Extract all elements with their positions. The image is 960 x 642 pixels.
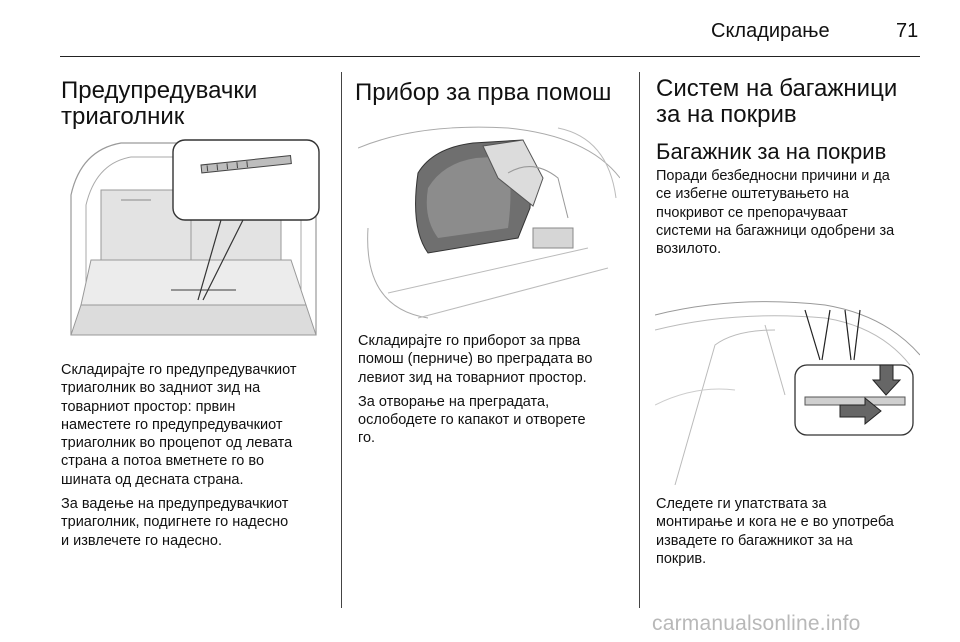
roof-rack-paragraph-1: Поради безбедносни причини и да се избегне оштетувањето на пчокривот се препорачуваат системи на багажници одобрени за возилото. xyxy=(656,168,895,258)
page-number: 71 xyxy=(896,20,919,42)
column-divider-1 xyxy=(341,72,342,608)
heading-first-aid-kit: Прибор за прва помош xyxy=(355,79,612,106)
subheading-roof-rack: Багажник за на покрив xyxy=(656,139,887,164)
roof-rack-paragraph-2: Следете ги упатствата за монтирање и кога не е во употреба извадете го багажникот за на покрив. xyxy=(656,496,894,567)
first-aid-kit-illustration xyxy=(358,118,620,320)
section-roof-rack-system xyxy=(656,76,926,258)
column-divider-2 xyxy=(639,72,640,608)
first-aid-kit-paragraph-2: За отворање на преградата, ослободете го капакот и отворете го. xyxy=(358,393,586,447)
warning-triangle-paragraph-2: За вадење на предупредувачкиот триаголник, подигнете го надесно и извлечете го надесно. xyxy=(61,496,289,549)
watermark: carmanualsonline.info xyxy=(652,612,861,635)
first-aid-kit-text xyxy=(358,332,636,448)
first-aid-kit-paragraph-1: Складирајте го приборот за прва помош (перниче) во преградата во левиот зид на товарниот простор. xyxy=(358,333,593,386)
section-first-aid-kit xyxy=(355,80,635,106)
warning-triangle-illustration xyxy=(61,135,323,345)
header-rule xyxy=(60,56,920,57)
roof-rack-illustration xyxy=(655,285,920,485)
roof-rack-text-2 xyxy=(656,495,926,568)
heading-roof-rack-system: Систем на багажници за на покрив xyxy=(656,75,898,128)
warning-triangle-text xyxy=(61,361,333,550)
running-header-title: Складирање xyxy=(711,20,830,42)
section-warning-triangle xyxy=(61,78,331,130)
heading-warning-triangle: Предупредувачки триаголник xyxy=(61,77,258,130)
warning-triangle-paragraph-1: Складирајте го предупредувачкиот триаголник во задниот зид на товарниот простор: првин наместете го предупредувачкиот триаголник во процепот од левата страна а потоа вметнете го во шината од десната страна. xyxy=(61,362,297,488)
